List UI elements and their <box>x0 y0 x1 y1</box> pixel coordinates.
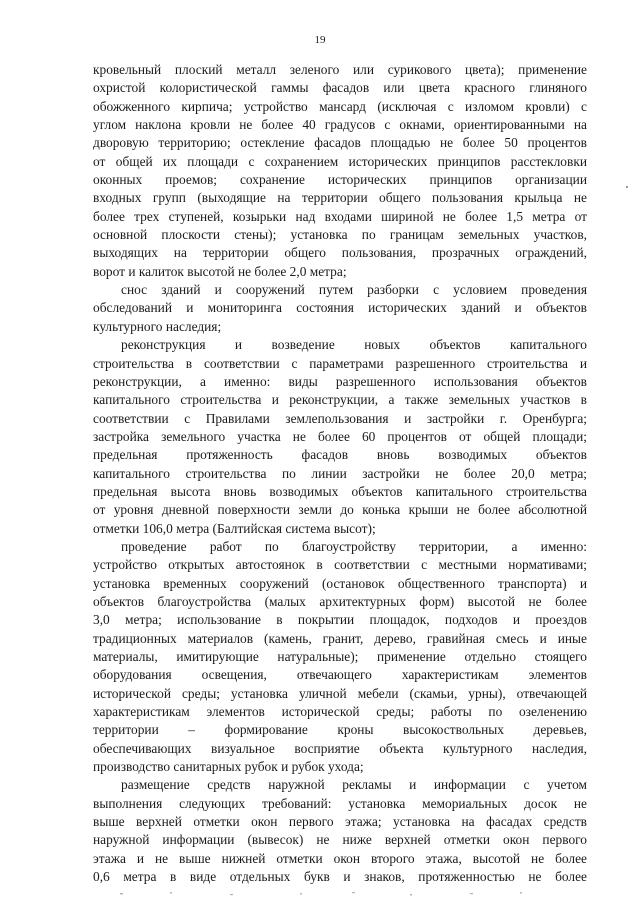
text-line: ворот и калиток высотой не более 2,0 метра; <box>93 263 347 279</box>
text-line: выходящих на территории общего пользования, прозрачных ограждений, <box>93 245 587 261</box>
text-line: застройка земельного участка не более 60 процентов от общей площади; <box>93 428 587 444</box>
text-line: от уровня дневной поверхности земли до конька крыши не более абсолютной <box>93 502 587 518</box>
text-line: оборудования освещения, отвечающего характеристикам элементов <box>93 667 587 683</box>
scan-bottom-artifacts <box>0 888 640 900</box>
text-line: материалы, имитирующие натуральные); применение отдельно стоящего <box>93 649 587 664</box>
text-line: снос зданий и сооружений путем разборки с условием проведения <box>121 282 587 298</box>
text-line: территории – формирование кроны высокоствольных деревьев, <box>93 722 587 738</box>
text-line: строительства в соответствии с параметрами разрешенного строительства и <box>93 355 587 371</box>
text-line: капитального строительства по линии застройки не более 20,0 метра; <box>93 465 587 481</box>
paragraph-landscaping <box>93 538 587 776</box>
text-line: исторической среды; установка уличной мебели (скамьи, урны), отвечающей <box>93 685 587 701</box>
document-body <box>93 61 587 886</box>
text-line: обожженного кирпича; устройство мансард (исключая с изломом кровли) с <box>93 98 587 114</box>
paragraph-roof-facade <box>93 61 587 281</box>
paragraph-reconstruction <box>93 336 587 538</box>
text-line: входных групп (выходящие на территории общего пользования крыльца не <box>93 190 587 206</box>
text-line: характеристикам элементов исторической среды; работы по озеленению <box>93 704 587 720</box>
page-number: 19 <box>314 34 326 46</box>
text-line: капитального строительства и реконструкции, а также земельных участков в <box>93 392 587 408</box>
text-line: отметки 106,0 метра (Балтийская система высот); <box>93 520 376 536</box>
text-line: наружной информации (вывесок) не ниже верхней отметки окон первого <box>93 832 587 848</box>
text-line: соответствии с Правилами землепользования и застройки г. Оренбурга; <box>93 410 587 426</box>
text-line: реконструкции, а именно: виды разрешенного использования объектов <box>93 373 587 389</box>
text-line: проведение работ по благоустройству территории, а именно: <box>121 538 587 554</box>
text-line: этажа и не выше нижней отметки окон второго этажа, высотой не более <box>93 850 587 866</box>
text-line: от общей их площади с сохранением исторических принципов расстекловки <box>93 153 587 169</box>
text-line: дворовую территорию; остекление фасадов площадью не более 50 процентов <box>93 135 587 151</box>
text-line: размещение средств наружной рекламы и информации с учетом <box>121 777 587 793</box>
text-line: выше верхней отметки окон первого этажа; установка на фасадах средств <box>93 814 587 830</box>
text-line: объектов благоустройства (малых архитектурных форм) высотой не более <box>93 593 587 609</box>
text-line: реконструкция и возведение новых объектов капитального <box>121 337 587 353</box>
text-line: кровельный плоский металл зеленого или сурикового цвета); применение <box>93 62 587 77</box>
text-line: обеспечивающих визуальное восприятие объекта культурного наследия, <box>93 740 587 756</box>
text-line: устройство открытых автостоянок в соответствии с местными нормативами; <box>93 557 587 573</box>
text-line: культурного наследия; <box>93 318 222 334</box>
text-line: 0,6 метра в виде отдельных букв и знаков, протяженностью не более <box>93 869 587 885</box>
paragraph-advertising <box>93 776 587 886</box>
text-line: производство санитарных рубок и рубок ухода; <box>93 759 364 775</box>
text-line: углом наклона кровли не более 40 градусов с окнами, ориентированными на <box>93 117 587 133</box>
text-line: более трех ступеней, козырьки над входами шириной не более 1,5 метра от <box>93 208 587 224</box>
scan-speck <box>626 186 628 188</box>
paragraph-demolition <box>93 281 587 336</box>
text-line: основной плоскости стены); установка по границам земельных участков, <box>93 227 587 243</box>
text-line: охристой колористической гаммы фасадов или цвета красного глиняного <box>93 80 587 96</box>
text-line: установка временных сооружений (остановок общественного транспорта) и <box>93 575 587 591</box>
text-line: предельная протяженность фасадов вновь возводимых объектов <box>93 447 587 463</box>
text-line: традиционных материалов (камень, гранит, дерево, гравийная смесь и иные <box>93 630 587 646</box>
text-line: обследований и мониторинга состояния исторических зданий и объектов <box>93 300 587 316</box>
text-line: выполнения следующих требований: установка мемориальных досок не <box>93 795 587 811</box>
text-line: предельная высота вновь возводимых объектов капитального строительства <box>93 483 587 499</box>
text-line: 3,0 метра; использование в покрытии площадок, подходов и проездов <box>93 612 587 628</box>
text-line: оконных проемов; сохранение исторических принципов организации <box>93 172 587 188</box>
